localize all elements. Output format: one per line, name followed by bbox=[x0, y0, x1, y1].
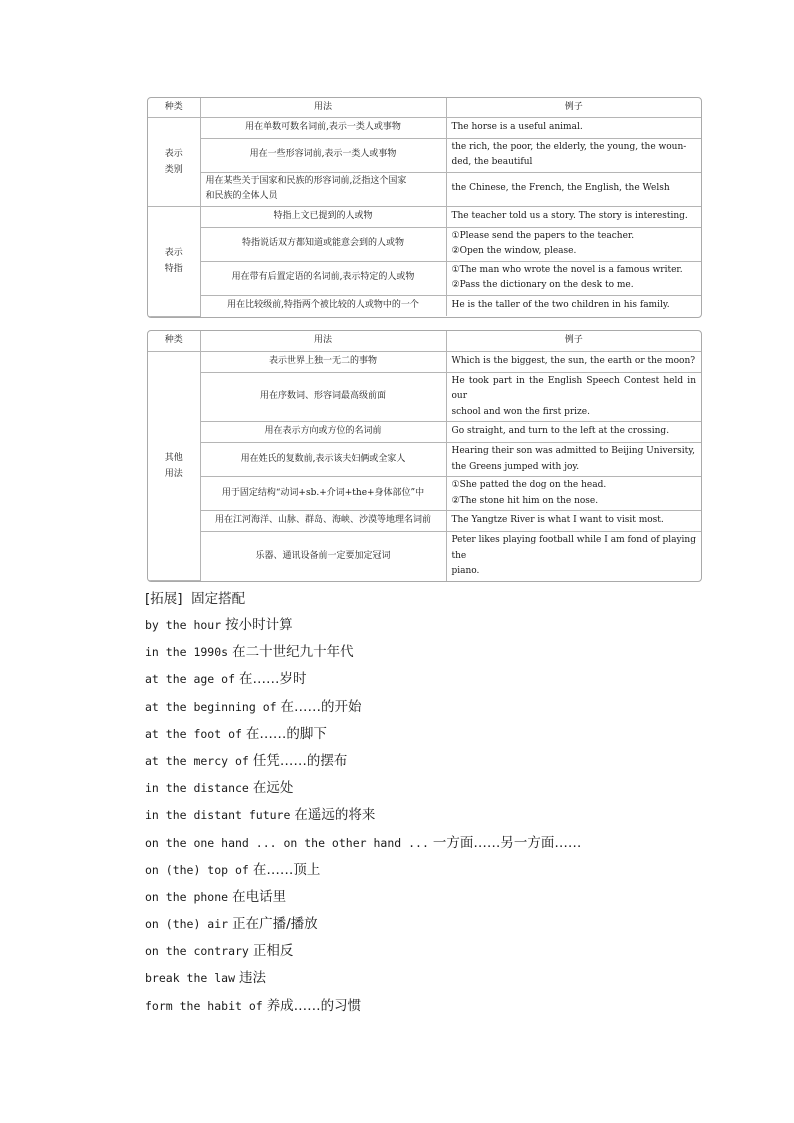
phrase-chinese: 在远处 bbox=[252, 780, 294, 797]
phrase-item bbox=[145, 804, 705, 831]
phrase-chinese: 违法 bbox=[239, 970, 266, 987]
example-cell: Peter likes playing football while I am fond of playing the piano. bbox=[446, 532, 701, 581]
phrase-chinese: 在遥远的将来 bbox=[294, 807, 376, 824]
phrase-item bbox=[145, 777, 705, 804]
phrase-chinese: 在电话里 bbox=[232, 888, 287, 905]
phrase-english: at the mercy of bbox=[145, 753, 249, 768]
phrase-english: at the beginning of bbox=[145, 699, 277, 714]
phrase-item bbox=[145, 886, 705, 913]
phrase-english: by the hour bbox=[145, 618, 222, 632]
table-row bbox=[148, 372, 701, 422]
example-cell: ①Please send the papers to the teacher. ②Open the window, please. bbox=[446, 227, 701, 261]
example-cell: Go straight, and turn to the left at the crossing. bbox=[446, 422, 701, 443]
example-cell: He took part in the English Speech Contest held in our school and won the first prize. bbox=[446, 372, 701, 422]
phrase-item bbox=[145, 750, 705, 777]
example-cell: He is the taller of the two children in his family. bbox=[446, 295, 701, 316]
phrase-item bbox=[145, 668, 705, 695]
usage-cell: 用在比较级前,特指两个被比较的人或物中的一个 bbox=[200, 295, 446, 316]
example-cell: the Chinese, the French, the English, the Welsh bbox=[446, 172, 701, 206]
phrase-chinese: 任凭……的摆布 bbox=[252, 752, 348, 769]
usage-cell: 用在表示方向或方位的名词前 bbox=[200, 422, 446, 443]
col-header-example: 例子 bbox=[446, 331, 701, 351]
article-usage-table-2 bbox=[147, 330, 702, 582]
phrase-english: on the one hand ... on the other hand ... bbox=[145, 835, 429, 850]
phrase-english: on (the) top of bbox=[145, 862, 249, 877]
phrase-item bbox=[145, 696, 705, 723]
phrase-item bbox=[145, 913, 705, 940]
phrase-chinese: 在……的开始 bbox=[280, 698, 362, 715]
example-cell: Hearing their son was admitted to Beijing University, the Greens jumped with joy. bbox=[446, 443, 701, 477]
section-heading bbox=[145, 588, 705, 610]
table-row bbox=[148, 443, 701, 477]
phrase-chinese: 养成……的习惯 bbox=[266, 997, 362, 1014]
phrase-item bbox=[145, 859, 705, 886]
col-header-example: 例子 bbox=[446, 98, 701, 117]
usage-cell: 用在带有后置定语的名词前,表示特定的人或物 bbox=[200, 261, 446, 295]
phrase-item bbox=[145, 614, 705, 641]
phrase-english: break the law bbox=[145, 971, 236, 986]
col-header-category: 种类 bbox=[148, 98, 200, 117]
usage-cell: 用在江河海洋、山脉、群岛、海峡、沙漠等地理名词前 bbox=[200, 511, 446, 532]
phrase-english: in the 1990s bbox=[145, 645, 229, 660]
table-header-row bbox=[148, 98, 701, 117]
table-row bbox=[148, 261, 701, 295]
usage-cell: 用在某些关于国家和民族的形容词前,泛指这个国家 和民族的全体人员 bbox=[200, 172, 446, 206]
phrase-english: at the foot of bbox=[145, 726, 242, 741]
usage-cell: 表示世界上独一无二的事物 bbox=[200, 351, 446, 372]
col-header-usage: 用法 bbox=[200, 98, 446, 117]
example-cell: The Yangtze River is what I want to visit most. bbox=[446, 511, 701, 532]
table-row bbox=[148, 477, 701, 511]
table-row bbox=[148, 511, 701, 532]
phrase-chinese: 在……顶上 bbox=[252, 861, 321, 878]
example-cell: ①She patted the dog on the head. ②The stone hit him on the nose. bbox=[446, 477, 701, 511]
phrase-english: on the phone bbox=[145, 889, 229, 904]
phrase-item bbox=[145, 995, 705, 1022]
table-row bbox=[148, 295, 701, 316]
example-cell: The horse is a useful animal. bbox=[446, 117, 701, 138]
phrase-chinese: 在……的脚下 bbox=[245, 725, 327, 742]
phrase-item bbox=[145, 967, 705, 994]
phrase-chinese: 在……岁时 bbox=[239, 671, 307, 688]
phrase-english: in the distance bbox=[145, 781, 249, 796]
expand-title: 固定搭配 bbox=[191, 591, 246, 607]
example-cell: the rich, the poor, the elderly, the young, the woun- ded, the beautiful bbox=[446, 138, 701, 172]
usage-cell: 用在一些形容词前,表示一类人或事物 bbox=[200, 138, 446, 172]
phrase-english: in the distant future bbox=[145, 808, 291, 823]
phrase-list bbox=[145, 614, 705, 1022]
phrase-chinese: 正相反 bbox=[252, 943, 294, 960]
table-header-row bbox=[148, 331, 701, 351]
usage-cell: 用在姓氏的复数前,表示该夫妇俩或全家人 bbox=[200, 443, 446, 477]
usage-cell: 特指上文已提到的人或物 bbox=[200, 206, 446, 227]
phrase-item bbox=[145, 641, 705, 668]
phrase-item bbox=[145, 723, 705, 750]
usage-cell: 用于固定结构“动词+sb.+介词+the+身体部位”中 bbox=[200, 477, 446, 511]
phrase-item bbox=[145, 940, 705, 967]
phrase-english: on the contrary bbox=[145, 944, 249, 959]
category-cell: 表示 特指 bbox=[148, 206, 200, 316]
usage-cell: 用在单数可数名词前,表示一类人或事物 bbox=[200, 117, 446, 138]
table-row bbox=[148, 422, 701, 443]
phrase-english: at the age of bbox=[145, 672, 236, 687]
table-row bbox=[148, 206, 701, 227]
article-usage-table-1 bbox=[147, 97, 702, 318]
category-cell: 表示 类别 bbox=[148, 117, 200, 206]
category-cell: 其他 用法 bbox=[148, 351, 200, 581]
example-cell: Which is the biggest, the sun, the earth or the moon? bbox=[446, 351, 701, 372]
usage-cell: 用在序数词、形容词最高级前面 bbox=[200, 372, 446, 422]
phrase-english: on (the) air bbox=[145, 917, 229, 932]
example-cell: ①The man who wrote the novel is a famous writer. ②Pass the dictionary on the desk to me. bbox=[446, 261, 701, 295]
phrase-chinese: 一方面……另一方面…… bbox=[432, 834, 582, 851]
usage-cell: 特指说话双方都知道或能意会到的人或物 bbox=[200, 227, 446, 261]
table-row bbox=[148, 172, 701, 206]
phrase-item bbox=[145, 832, 705, 859]
table-row bbox=[148, 117, 701, 138]
phrase-english: form the habit of bbox=[145, 998, 263, 1013]
col-header-usage: 用法 bbox=[200, 331, 446, 351]
example-cell: The teacher told us a story. The story is interesting. bbox=[446, 206, 701, 227]
usage-cell: 乐器、通讯设备前一定要加定冠词 bbox=[200, 532, 446, 581]
phrase-chinese: 按小时计算 bbox=[225, 617, 293, 633]
table-row bbox=[148, 532, 701, 581]
phrase-chinese: 在二十世纪九十年代 bbox=[232, 644, 354, 661]
table-row bbox=[148, 227, 701, 261]
phrase-chinese: 正在广播/播放 bbox=[232, 916, 318, 933]
expand-section bbox=[145, 588, 705, 1022]
table-row bbox=[148, 351, 701, 372]
expand-tag: [拓展] bbox=[145, 591, 183, 607]
col-header-category: 种类 bbox=[148, 331, 200, 351]
table-row bbox=[148, 138, 701, 172]
